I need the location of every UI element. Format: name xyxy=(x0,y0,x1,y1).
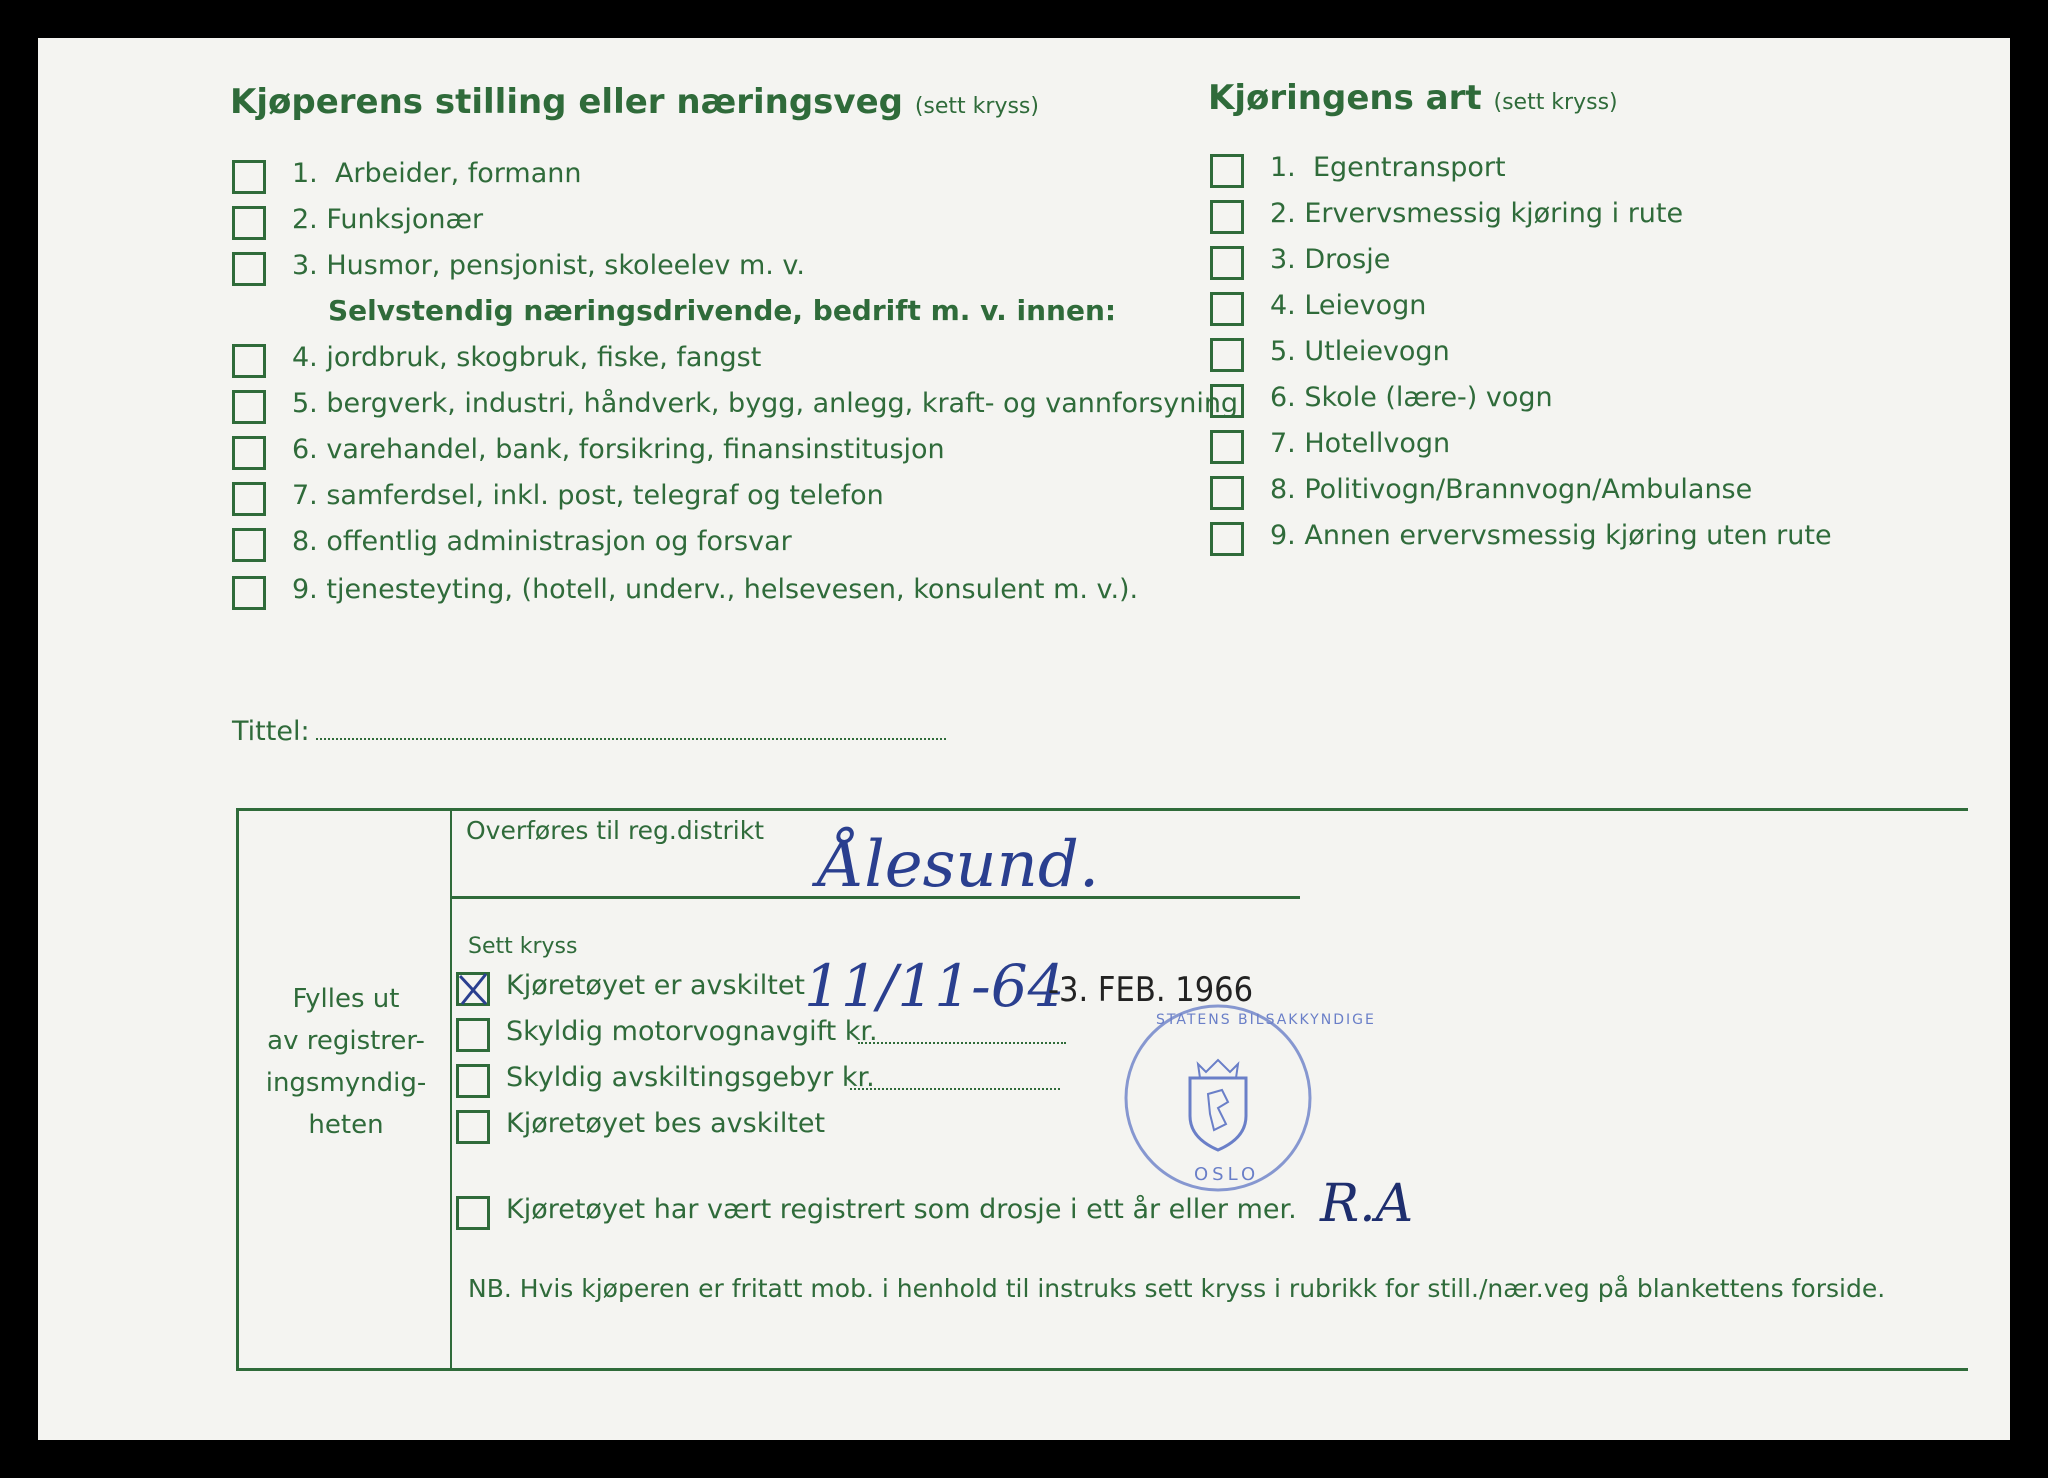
kjoring-item-1: 1. Egentransport xyxy=(1270,152,1506,183)
kjoring-item-7: 7. Hotellvogn xyxy=(1270,428,1451,459)
tittel-field[interactable] xyxy=(316,738,946,740)
date-stamp: -3. FEB. 1966 xyxy=(1048,970,1254,1010)
check-drosje-label: Kjøretøyet har vært registrert som drosje i ett år eller mer. xyxy=(506,1194,1297,1225)
checkbox-stilling-2[interactable] xyxy=(232,206,266,240)
check-avskiltet-label: Kjøretøyet er avskiltet xyxy=(506,970,806,1001)
checkbox-motorvognavgift[interactable] xyxy=(456,1018,490,1052)
checkbox-stilling-3[interactable] xyxy=(232,252,266,286)
kjoring-item-3: 3. Drosje xyxy=(1270,244,1391,275)
box-divider xyxy=(450,808,452,1368)
checkbox-stilling-1[interactable] xyxy=(232,160,266,194)
checkbox-stilling-5[interactable] xyxy=(232,390,266,424)
check-avskiltingsgebyr-label: Skyldig avskiltingsgebyr kr. xyxy=(506,1062,875,1093)
box-left-border xyxy=(236,808,239,1368)
stilling-item-1: 1. Arbeider, formann xyxy=(292,158,582,189)
motorvognavgift-amount-field[interactable] xyxy=(858,1042,1066,1044)
kjoring-item-8: 8. Politivogn/Brannvogn/Ambulanse xyxy=(1270,474,1753,505)
checkbox-kjoring-2[interactable] xyxy=(1210,200,1244,234)
left-section-title xyxy=(230,82,1039,122)
transfer-value[interactable]: Ålesund. xyxy=(818,828,1100,902)
right-section-title xyxy=(1208,78,1618,118)
stilling-item-9: 9. tjenesteyting, (hotell, underv., helsevesen, konsulent m. v.). xyxy=(292,574,1139,605)
side-label: Fylles ut av registrer- ingsmyndig- heten xyxy=(265,984,427,1140)
selvstendig-subheading: Selvstendig næringsdrivende, bedrift m. v. innen: xyxy=(328,294,1117,327)
checkbox-kjoring-7[interactable] xyxy=(1210,430,1244,464)
checkbox-drosje[interactable] xyxy=(456,1196,490,1230)
kjoring-item-2: 2. Ervervsmessig kjøring i rute xyxy=(1270,198,1684,229)
check-mark-icon xyxy=(456,972,490,1006)
stilling-item-5: 5. bergverk, industri, håndverk, bygg, anlegg, kraft- og vannforsyning xyxy=(292,388,1239,419)
kjoring-item-6: 6. Skole (lære-) vogn xyxy=(1270,382,1553,413)
stamp-text-bottom: OSLO xyxy=(1194,1164,1260,1185)
stamp-text-top: STATENS BILSAKKYNDIGE xyxy=(1156,1012,1376,1028)
checkbox-kjoring-8[interactable] xyxy=(1210,476,1244,510)
check-bes-avskiltet-label: Kjøretøyet bes avskiltet xyxy=(506,1108,826,1139)
stilling-item-2: 2. Funksjonær xyxy=(292,204,484,235)
tittel-label: Tittel: xyxy=(232,716,310,747)
left-title-text: Kjøperens stilling eller næringsveg xyxy=(230,82,903,122)
checkbox-kjoring-1[interactable] xyxy=(1210,154,1244,188)
checkbox-avskiltingsgebyr[interactable] xyxy=(456,1064,490,1098)
initials: R.A xyxy=(1320,1174,1414,1234)
checkbox-avskiltet[interactable] xyxy=(456,972,490,1006)
checkbox-stilling-6[interactable] xyxy=(232,436,266,470)
kjoring-item-9: 9. Annen ervervsmessig kjøring uten rute xyxy=(1270,520,1832,551)
kjoring-item-5: 5. Utleievogn xyxy=(1270,336,1450,367)
checkbox-kjoring-4[interactable] xyxy=(1210,292,1244,326)
transfer-label: Overføres til reg.distrikt xyxy=(466,816,765,845)
left-title-note: (sett kryss) xyxy=(914,94,1039,119)
nb-note: NB. Hvis kjøperen er fritatt mob. i henhold til instruks sett kryss i rubrikk for still./nær.veg på blankettens forside. xyxy=(468,1274,1886,1303)
stilling-item-3: 3. Husmor, pensjonist, skoleelev m. v. xyxy=(292,250,805,281)
official-stamp xyxy=(1118,998,1376,1198)
sett-kryss-label: Sett kryss xyxy=(468,934,578,959)
checkbox-stilling-8[interactable] xyxy=(232,528,266,562)
avskiltingsgebyr-amount-field[interactable] xyxy=(850,1088,1060,1090)
checkbox-bes-avskiltet[interactable] xyxy=(456,1110,490,1144)
check-motorvognavgift-label: Skyldig motorvognavgift kr. xyxy=(506,1016,878,1047)
checkbox-kjoring-9[interactable] xyxy=(1210,522,1244,556)
checkbox-stilling-4[interactable] xyxy=(232,344,266,378)
stilling-item-8: 8. offentlig administrasjon og forsvar xyxy=(292,526,792,557)
checkbox-kjoring-6[interactable] xyxy=(1210,384,1244,418)
kjoring-item-4: 4. Leievogn xyxy=(1270,290,1427,321)
stilling-item-6: 6. varehandel, bank, forsikring, finansinstitusjon xyxy=(292,434,945,465)
checkbox-stilling-9[interactable] xyxy=(232,576,266,610)
box-top-border xyxy=(236,808,1968,811)
right-title-note: (sett kryss) xyxy=(1493,90,1618,115)
form-page xyxy=(38,38,2010,1440)
handwritten-date: 11/11-64 xyxy=(804,952,1065,1020)
stilling-item-4: 4. jordbruk, skogbruk, fiske, fangst xyxy=(292,342,762,373)
checkbox-kjoring-5[interactable] xyxy=(1210,338,1244,372)
checkbox-kjoring-3[interactable] xyxy=(1210,246,1244,280)
checkbox-stilling-7[interactable] xyxy=(232,482,266,516)
right-title-text: Kjøringens art xyxy=(1208,78,1482,118)
box-bottom-border xyxy=(236,1368,1968,1371)
stilling-item-7: 7. samferdsel, inkl. post, telegraf og telefon xyxy=(292,480,884,511)
